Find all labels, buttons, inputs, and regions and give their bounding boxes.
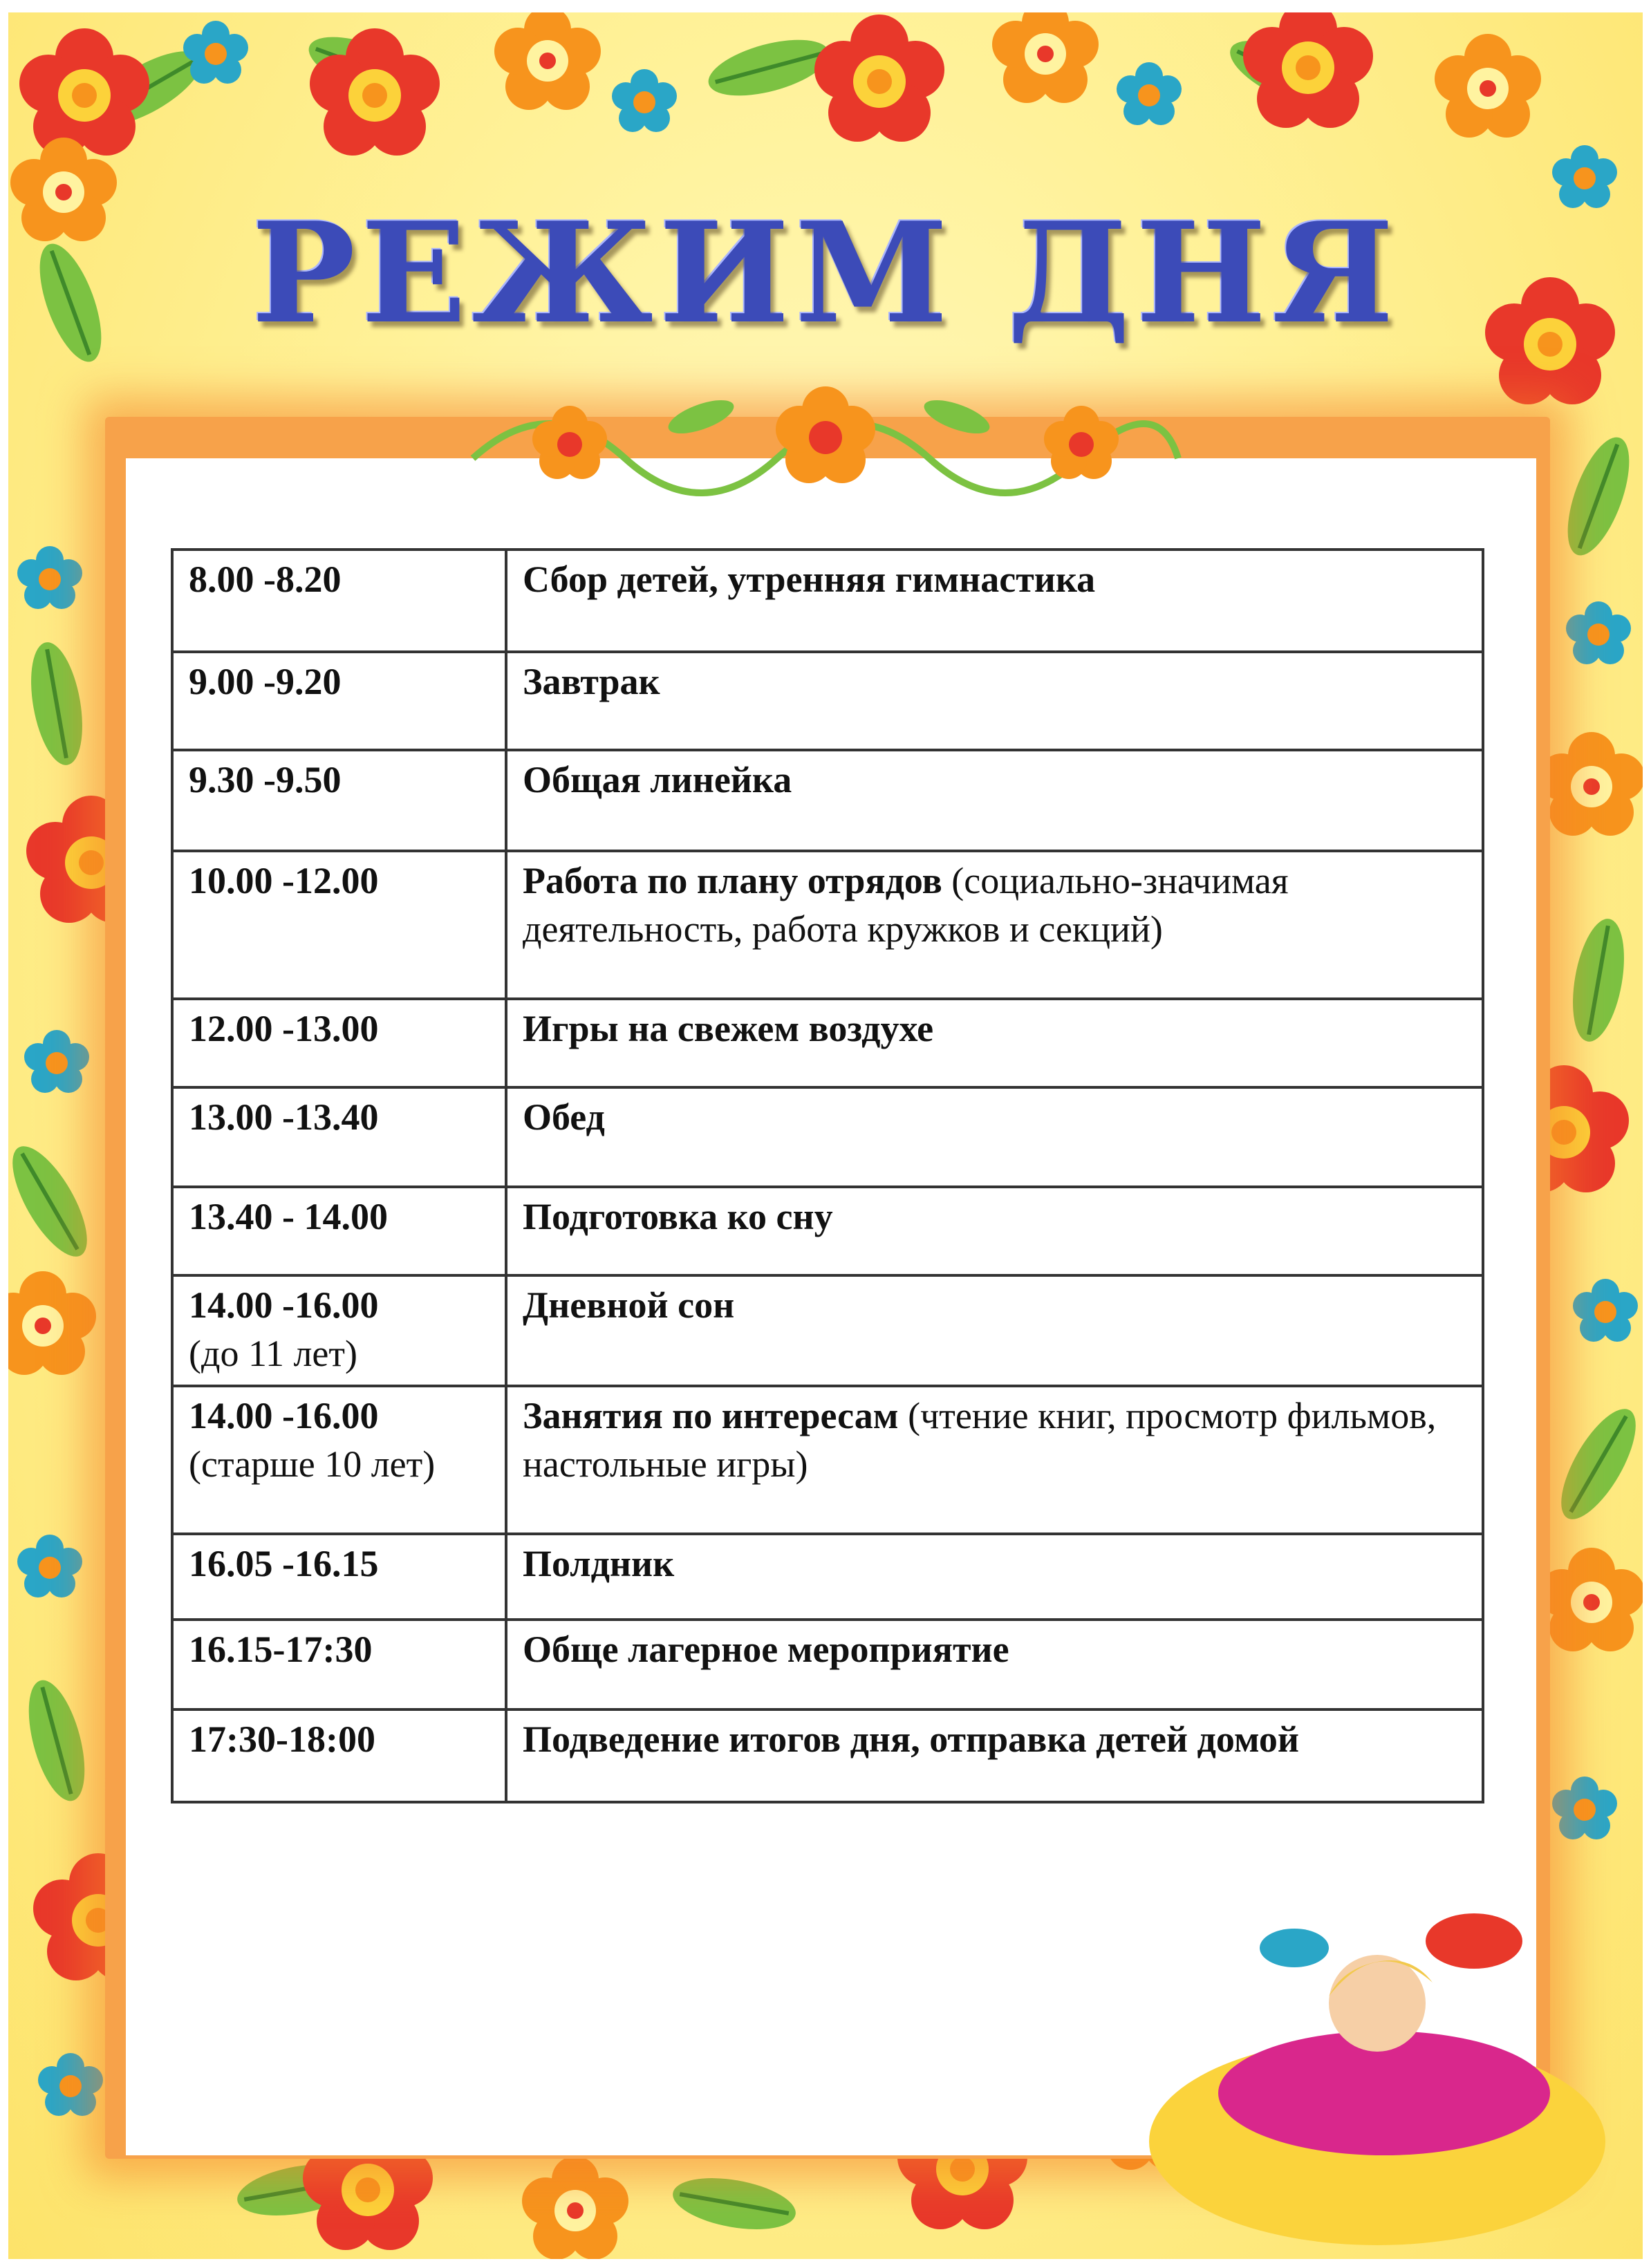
time-cell (172, 1534, 506, 1620)
time-cell (172, 750, 506, 851)
table-row (172, 1620, 1483, 1709)
table-row (172, 999, 1483, 1087)
activity-cell (506, 1087, 1483, 1187)
activity-text: Подведение итогов дня, отправка детей домой (523, 1718, 1300, 1760)
time-text: 13.40 - 14.00 (189, 1196, 388, 1237)
sleeping-girl-illustration (1087, 1865, 1612, 2252)
activity-text: Подготовка ко сну (523, 1196, 833, 1237)
time-text: 13.00 -13.40 (189, 1096, 379, 1138)
activity-text: Обед (523, 1096, 605, 1138)
poster-background (8, 12, 1643, 2259)
time-text: 9.30 -9.50 (189, 759, 342, 800)
schedule-table (171, 548, 1484, 1803)
table-row (172, 750, 1483, 851)
time-cell (172, 652, 506, 750)
table-row (172, 652, 1483, 750)
activity-note: (чтение книг, просмотр фильмов, настольные игры) (523, 1395, 1437, 1485)
table-row (172, 851, 1483, 999)
activity-text: Полдник (523, 1543, 675, 1584)
time-cell (172, 1087, 506, 1187)
activity-text: Обще лагерное мероприятие (523, 1629, 1009, 1670)
time-text: 16.05 -16.15 (189, 1543, 379, 1584)
activity-text: Игры на свежем воздухе (523, 1008, 934, 1049)
time-cell (172, 550, 506, 652)
time-cell (172, 1386, 506, 1534)
activity-text: Общая линейка (523, 759, 792, 800)
activity-cell (506, 1534, 1483, 1620)
time-cell (172, 999, 506, 1087)
activity-cell (506, 1620, 1483, 1709)
time-cell (172, 1620, 506, 1709)
activity-text: Дневной сон (523, 1284, 735, 1326)
table-row (172, 1187, 1483, 1275)
time-text: 12.00 -13.00 (189, 1008, 379, 1049)
activity-text: Занятия по интересам (523, 1395, 899, 1436)
activity-cell (506, 1386, 1483, 1534)
time-note: (до 11 лет) (189, 1333, 357, 1374)
table-row (172, 1275, 1483, 1386)
time-text: 14.00 -16.00 (189, 1284, 379, 1326)
activity-cell (506, 750, 1483, 851)
activity-cell (506, 1187, 1483, 1275)
activity-text: Работа по плану отрядов (523, 860, 942, 901)
activity-cell (506, 1275, 1483, 1386)
activity-cell (506, 652, 1483, 750)
activity-cell (506, 999, 1483, 1087)
activity-text: Сбор детей, утренняя гимнастика (523, 559, 1096, 600)
table-row (172, 1534, 1483, 1620)
table-row (172, 1709, 1483, 1802)
activity-note: (социально-значимая деятельность, работа кружков и секций) (523, 860, 1289, 950)
time-text: 14.00 -16.00 (189, 1395, 379, 1436)
table-row (172, 550, 1483, 652)
time-text: 8.00 -8.20 (189, 559, 342, 600)
activity-text: Завтрак (523, 661, 660, 702)
time-cell (172, 1187, 506, 1275)
activity-cell (506, 851, 1483, 999)
time-text: 10.00 -12.00 (189, 860, 379, 901)
time-text: 17:30-18:00 (189, 1718, 375, 1760)
activity-cell (506, 1709, 1483, 1802)
time-cell (172, 1275, 506, 1386)
time-cell (172, 851, 506, 999)
activity-cell (506, 550, 1483, 652)
time-cell (172, 1709, 506, 1802)
table-row (172, 1087, 1483, 1187)
time-text: 9.00 -9.20 (189, 661, 342, 702)
time-note: (старше 10 лет) (189, 1443, 436, 1485)
title-ornament-decoration (445, 362, 1206, 514)
page-title: РЕЖИМ ДНЯ (251, 192, 1400, 355)
time-text: 16.15-17:30 (189, 1629, 373, 1670)
table-row (172, 1386, 1483, 1534)
